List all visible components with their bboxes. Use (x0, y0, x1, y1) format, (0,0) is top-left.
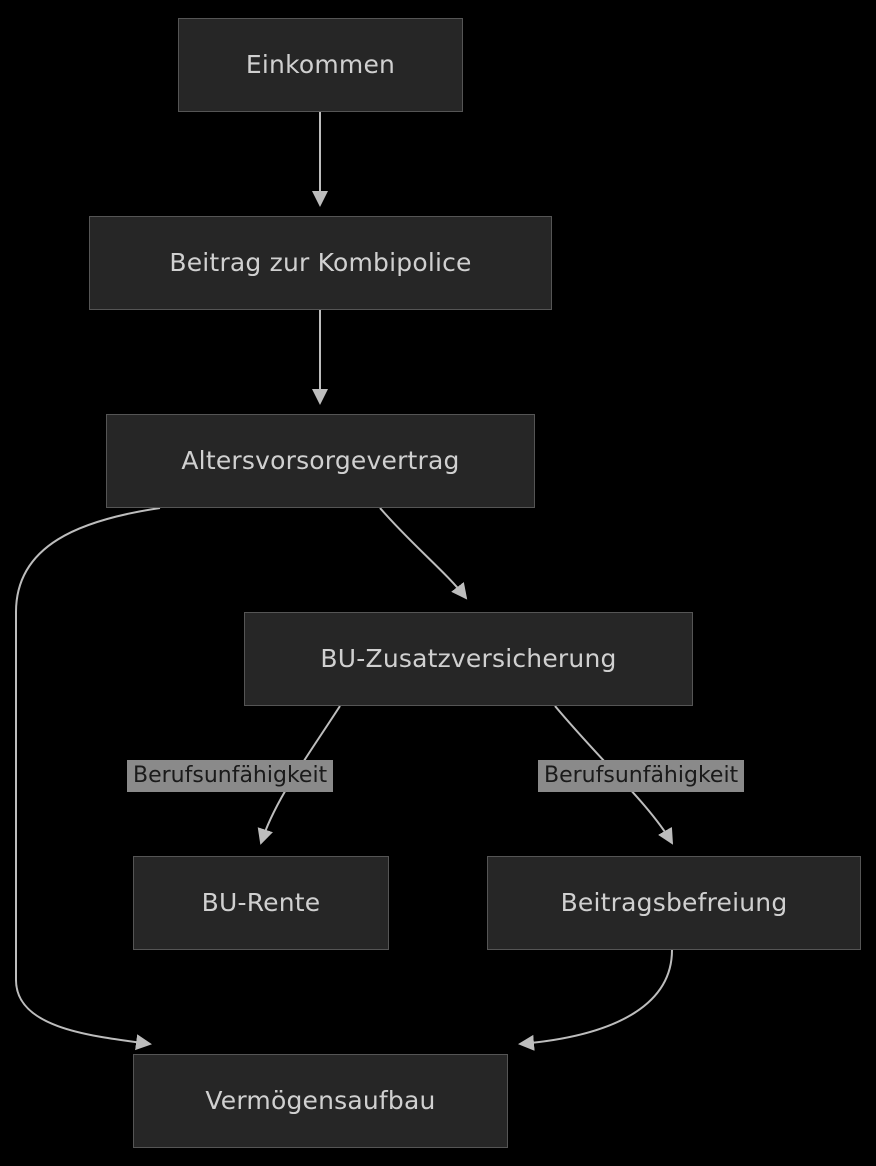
node-bu-zusatzversicherung-label: BU-Zusatzversicherung (320, 644, 617, 674)
node-vermoegensaufbau[interactable] (133, 1054, 508, 1148)
node-bu-rente-label: BU-Rente (201, 888, 321, 918)
node-beitragsbefreiung[interactable] (487, 856, 861, 950)
node-beitrag-zur-kombipolice-label: Beitrag zur Kombipolice (169, 248, 472, 278)
edge-beitragsbefreiung-vermoegensaufbau (520, 950, 672, 1044)
node-einkommen-label: Einkommen (245, 50, 396, 80)
node-beitragsbefreiung-label: Beitragsbefreiung (560, 888, 788, 918)
node-bu-rente[interactable] (133, 856, 389, 950)
node-einkommen[interactable] (178, 18, 463, 112)
edge-label-beitragsbefreiung: Berufsunfähigkeit (538, 760, 744, 792)
edge-label-bu-rente: Berufsunfähigkeit (127, 760, 333, 792)
node-bu-zusatzversicherung[interactable] (244, 612, 693, 706)
node-vermoegensaufbau-label: Vermögensaufbau (205, 1086, 436, 1116)
node-altersvorsorgevertrag[interactable] (106, 414, 535, 508)
node-beitrag-zur-kombipolice[interactable] (89, 216, 552, 310)
node-altersvorsorgevertrag-label: Altersvorsorgevertrag (181, 446, 460, 476)
edge-altersvorsorge-buzusatz (380, 508, 466, 598)
